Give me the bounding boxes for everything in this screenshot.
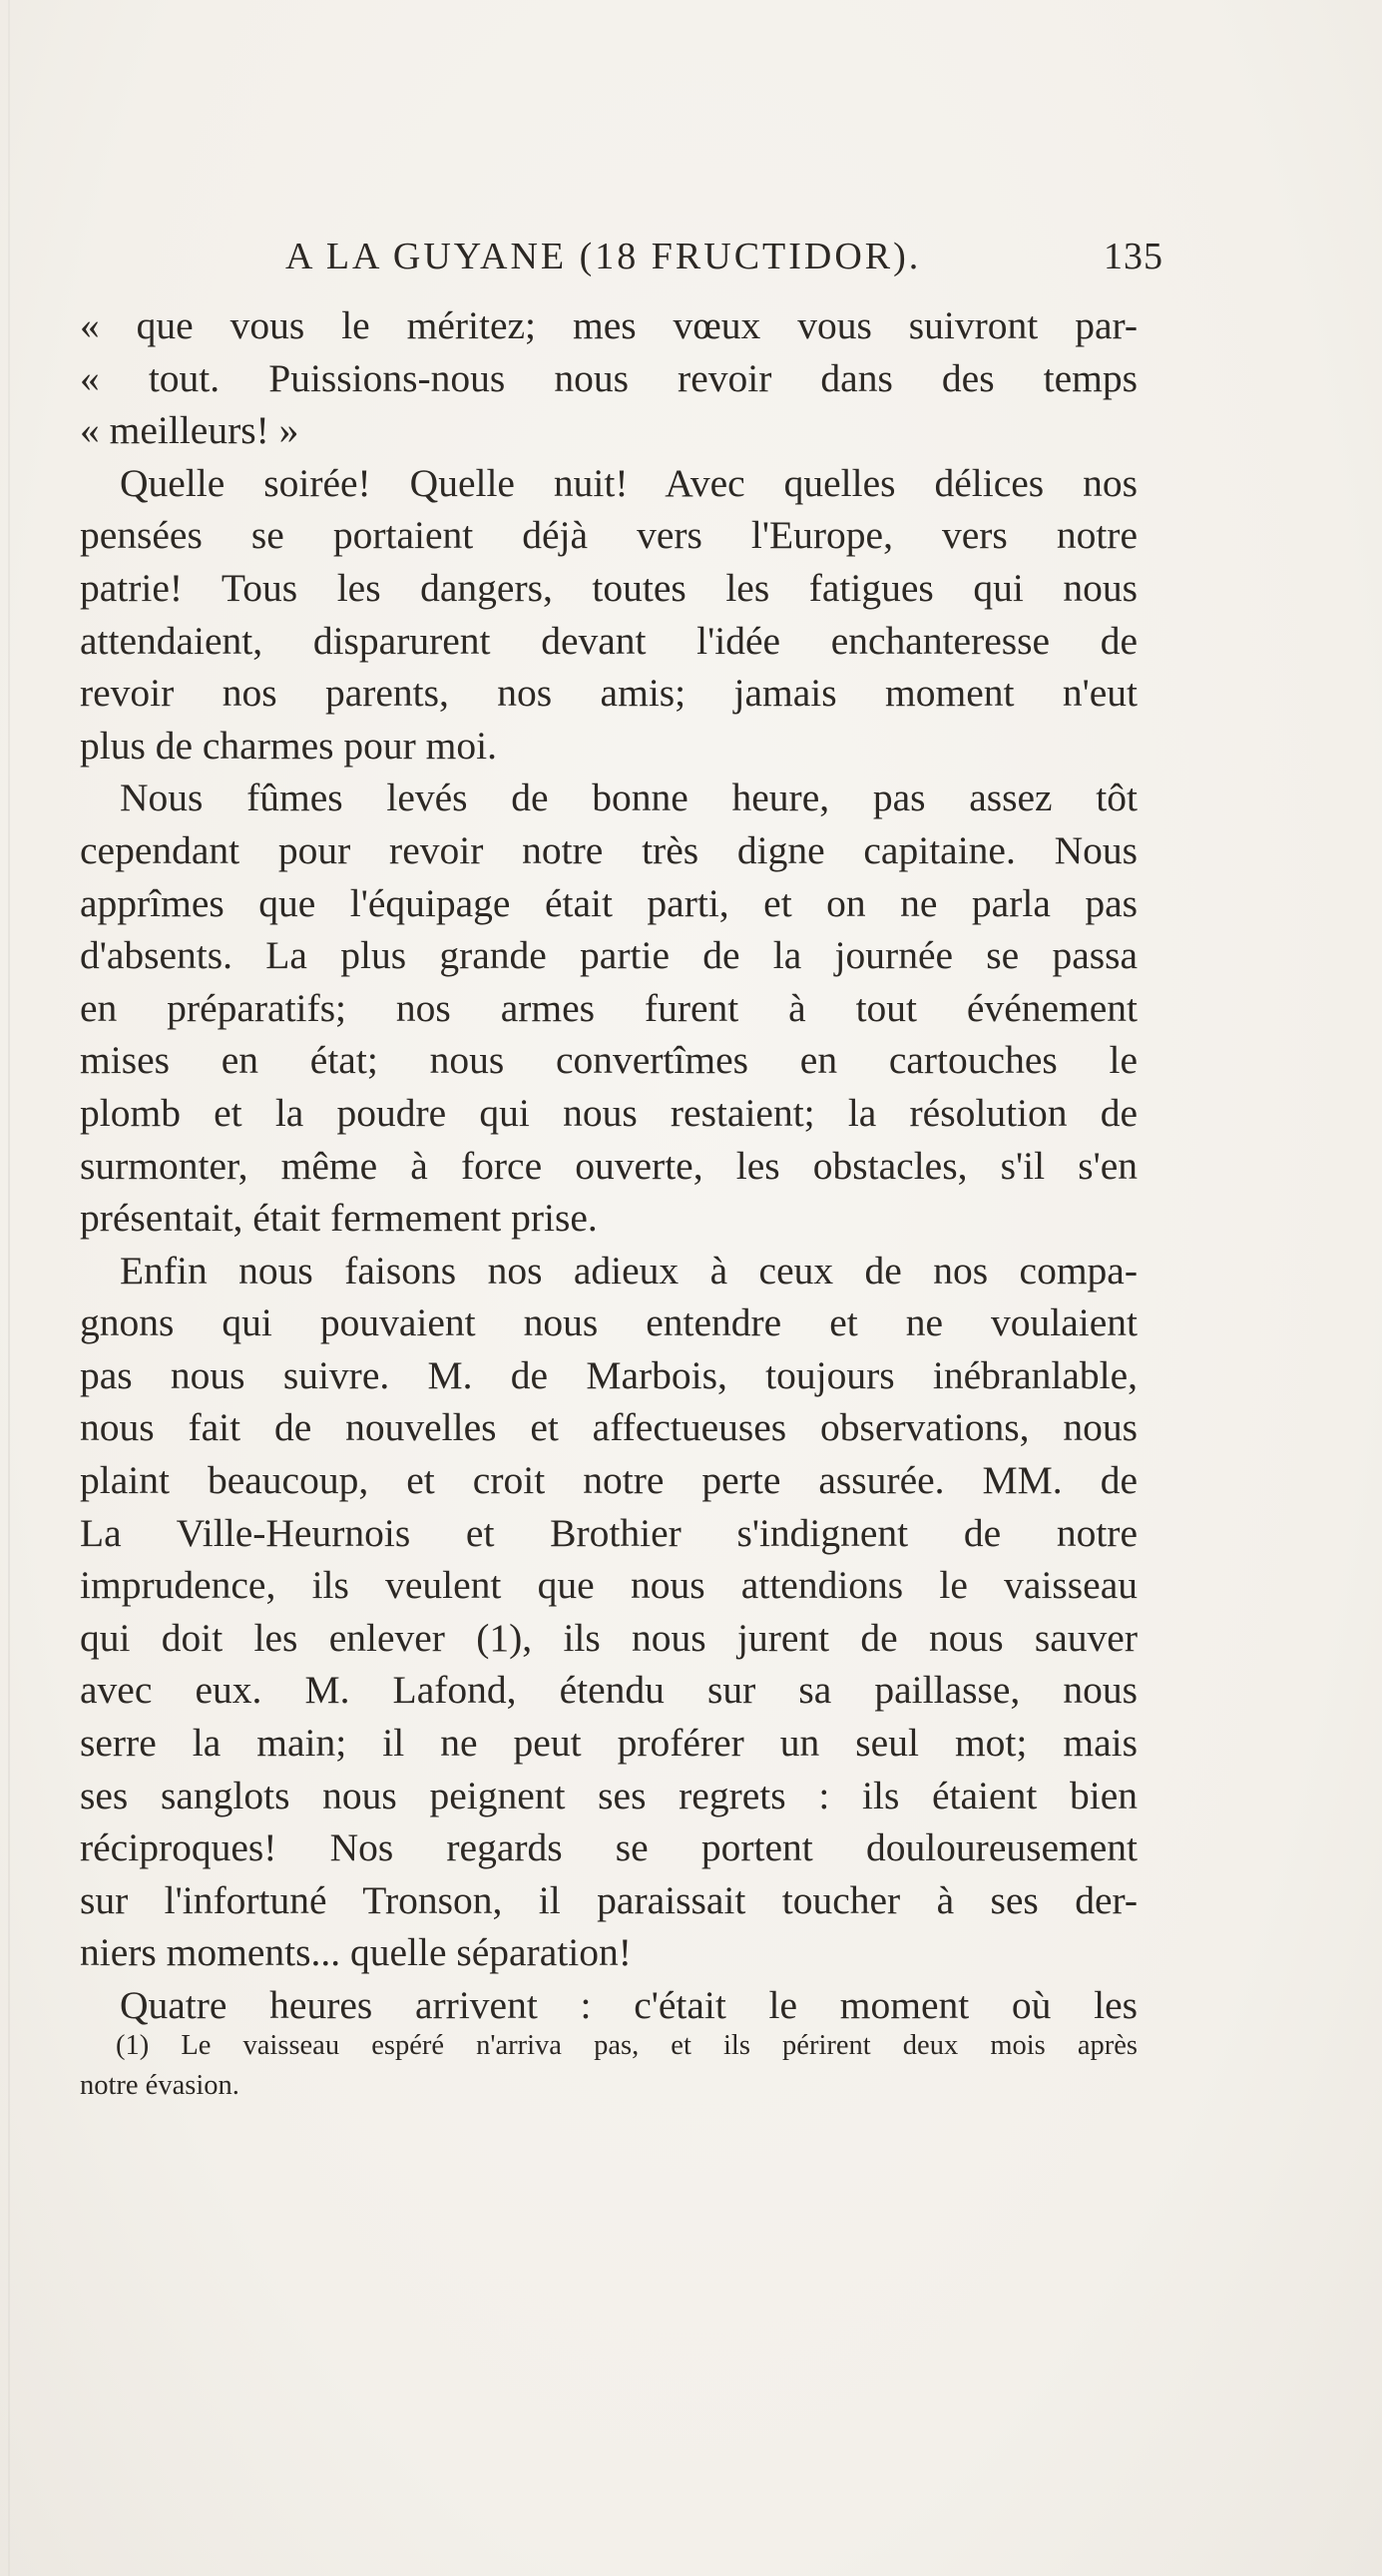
text-line: surmonter, même à force ouverte, les obstacles, s'il s'en (80, 1143, 1138, 1188)
text-line: ses sanglots nous peignent ses regrets : ils étaient bien (80, 1773, 1138, 1817)
text-line: avec eux. M. Lafond, étendu sur sa paillasse, nous (80, 1668, 1138, 1713)
text-line: « meilleurs! » (80, 408, 299, 453)
text-line: Quatre heures arrivent : c'était le moment où les (120, 1983, 1138, 2027)
text-line: pas nous suivre. M. de Marbois, toujours inébranlable, (80, 1352, 1138, 1397)
body-text (80, 299, 1138, 2032)
text-line: nous fait de nouvelles et affectueuses observations, nous (80, 1405, 1138, 1450)
page-gutter-shadow (8, 0, 10, 2576)
text-line: Nous fûmes levés de bonne heure, pas assez tôt (120, 775, 1138, 820)
text-line: « que vous le méritez; mes vœux vous suivront par- (80, 303, 1138, 347)
text-line: plomb et la poudre qui nous restaient; la résolution de (80, 1090, 1138, 1135)
text-line: revoir nos parents, nos amis; jamais moment n'eut (80, 671, 1138, 716)
text-line: « tout. Puissions-nous nous revoir dans des temps (80, 355, 1138, 400)
text-line: plaint beaucoup, et croit notre perte assurée. MM. de (80, 1458, 1138, 1503)
text-line: gnons qui pouvaient nous entendre et ne voulaient (80, 1300, 1138, 1345)
running-head (285, 232, 1163, 281)
text-line: Enfin nous faisons nos adieux à ceux de nos compa- (120, 1248, 1138, 1292)
text-line: La Ville-Heurnois et Brothier s'indignent de notre (80, 1510, 1138, 1555)
footnote-line: notre évasion. (80, 2070, 239, 2101)
text-line: attendaient, disparurent devant l'idée enchanteresse de (80, 618, 1138, 663)
text-line: présentait, était fermement prise. (80, 1196, 598, 1241)
text-line: serre la main; il ne peut proférer un seul mot; mais (80, 1721, 1138, 1766)
page-number: 135 (1104, 236, 1163, 277)
text-line: en préparatifs; nos armes furent à tout événement (80, 985, 1138, 1030)
text-line: sur l'infortuné Tronson, il paraissait toucher à ses der- (80, 1877, 1138, 1922)
running-title: A LA GUYANE (18 FRUCTIDOR). (285, 236, 922, 277)
footnote-line: (1) Le vaisseau espéré n'arriva pas, et ils périrent deux mois après (116, 2030, 1138, 2061)
text-line: d'absents. La plus grande partie de la journée se passa (80, 933, 1138, 978)
footnote (80, 2026, 1138, 2106)
text-line: Quelle soirée! Quelle nuit! Avec quelles délices nos (120, 460, 1138, 505)
text-line: qui doit les enlever (1), ils nous jurent de nous sauver (80, 1615, 1138, 1660)
text-line: plus de charmes pour moi. (80, 723, 497, 768)
text-line: patrie! Tous les dangers, toutes les fatigues qui nous (80, 565, 1138, 610)
text-line: apprîmes que l'équipage était parti, et on ne parla pas (80, 880, 1138, 925)
text-line: réciproques! Nos regards se portent douloureusement (80, 1825, 1138, 1870)
text-line: imprudence, ils veulent que nous attendions le vaisseau (80, 1563, 1138, 1608)
text-line: pensées se portaient déjà vers l'Europe, vers notre (80, 513, 1138, 558)
text-line: cependant pour revoir notre très digne capitaine. Nous (80, 827, 1138, 872)
text-line: mises en état; nous convertîmes en cartouches le (80, 1038, 1138, 1083)
text-line: niers moments... quelle séparation! (80, 1930, 632, 1975)
